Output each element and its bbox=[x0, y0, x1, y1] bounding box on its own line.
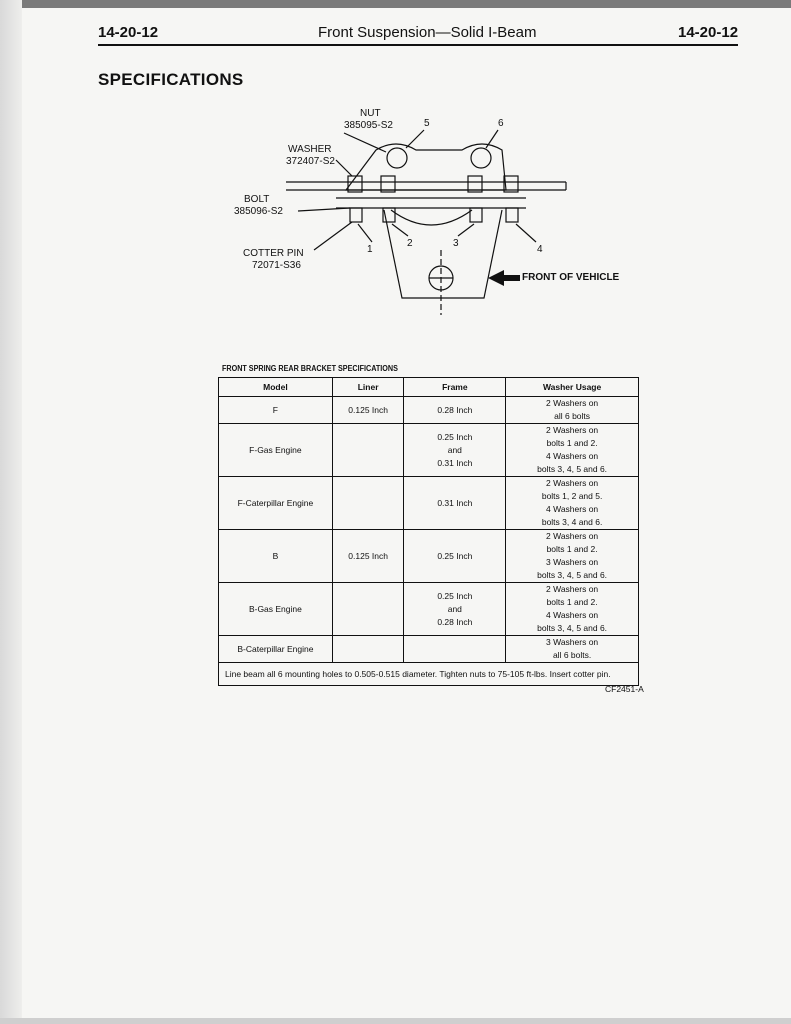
cell-model: B-Gas Engine bbox=[219, 583, 333, 636]
cell-frame bbox=[404, 636, 506, 663]
bolt-leader bbox=[298, 208, 350, 211]
cell-frame bbox=[404, 397, 506, 424]
cotter-leader bbox=[314, 222, 352, 250]
washer-line: bolts 1 and 2. bbox=[546, 544, 598, 554]
cell-liner bbox=[332, 636, 404, 663]
cell-frame bbox=[404, 424, 506, 477]
col-header-frame: Frame bbox=[404, 378, 506, 397]
bolt-number-1: 1 bbox=[367, 244, 373, 255]
cotter-4 bbox=[506, 208, 518, 222]
frame-line: and bbox=[447, 603, 462, 614]
page-title: Front Suspension—Solid I-Beam bbox=[318, 24, 537, 41]
washer-line: 3 Washers on bbox=[546, 637, 599, 647]
cotter-1 bbox=[350, 208, 362, 222]
frame-line: 0.25 Inch bbox=[437, 590, 473, 601]
washer-label: WASHER bbox=[288, 144, 332, 155]
cell-frame bbox=[404, 477, 506, 530]
washer-leader bbox=[336, 160, 352, 176]
cell-frame bbox=[404, 583, 506, 636]
header-rule bbox=[98, 44, 738, 46]
frame-line: 0.31 Inch bbox=[437, 498, 473, 508]
bracket-diagram bbox=[226, 100, 646, 320]
washer-part: 372407-S2 bbox=[286, 156, 335, 167]
page-bottom-edge bbox=[0, 1018, 791, 1024]
cell-liner bbox=[332, 424, 404, 477]
cell-washer bbox=[506, 530, 639, 583]
cell-washer bbox=[506, 397, 639, 424]
front-of-vehicle-label: FRONT OF VEHICLE bbox=[522, 272, 620, 283]
washer-line: bolts 3, 4, 5 and 6. bbox=[537, 570, 608, 580]
bolt-6-head bbox=[471, 148, 491, 168]
cell-model: B bbox=[219, 530, 333, 583]
cell-model: F-Gas Engine bbox=[219, 424, 333, 477]
washer-line: 2 Washers on bbox=[546, 584, 599, 594]
page-binding-edge bbox=[0, 0, 22, 1024]
washer-line: 4 Washers on bbox=[546, 451, 599, 461]
cell-washer bbox=[506, 477, 639, 530]
table-row bbox=[219, 530, 639, 583]
page-top-edge bbox=[0, 0, 791, 8]
cell-frame bbox=[404, 530, 506, 583]
col-header-liner: Liner bbox=[332, 378, 404, 397]
col-header-washer: Washer Usage bbox=[506, 378, 639, 397]
bracket-arch bbox=[391, 210, 472, 225]
cell-washer bbox=[506, 636, 639, 663]
nut-label: NUT bbox=[360, 108, 381, 119]
bolt-number-5: 5 bbox=[424, 118, 430, 129]
table-caption: FRONT SPRING REAR BRACKET SPECIFICATIONS bbox=[222, 364, 398, 373]
page-number-right: 14-20-12 bbox=[678, 24, 739, 41]
washer-line: 2 Washers on bbox=[546, 398, 599, 408]
frame-line: 0.28 Inch bbox=[437, 405, 473, 415]
bolt-number-2: 2 bbox=[407, 238, 413, 249]
bolt-part: 385096-S2 bbox=[234, 206, 283, 217]
washer-line: 4 Washers on bbox=[546, 610, 599, 620]
washer-line: bolts 3, 4 and 6. bbox=[541, 517, 603, 527]
cell-washer bbox=[506, 583, 639, 636]
cell-liner: 0.125 Inch bbox=[332, 530, 404, 583]
table-row bbox=[219, 424, 639, 477]
frame-line: 0.28 Inch bbox=[437, 616, 473, 627]
cell-liner bbox=[332, 583, 404, 636]
cell-liner bbox=[332, 477, 404, 530]
bolt-number-3: 3 bbox=[453, 238, 459, 249]
washer-line: all 6 bolts. bbox=[552, 650, 592, 660]
table-header-row bbox=[219, 378, 639, 397]
washer-line: bolts 3, 4, 5 and 6. bbox=[537, 464, 608, 474]
frame-line: 0.25 Inch bbox=[437, 431, 473, 442]
table-row bbox=[219, 477, 639, 530]
washer-line: 2 Washers on bbox=[546, 478, 599, 488]
cell-model: F bbox=[219, 397, 333, 424]
washer-line: bolts 1, 2 and 5. bbox=[541, 491, 603, 501]
washer-line: 2 Washers on bbox=[546, 425, 599, 435]
nut-part: 385095-S2 bbox=[344, 120, 393, 131]
frame-line: 0.31 Inch bbox=[437, 457, 473, 468]
washer-line: 2 Washers on bbox=[546, 531, 599, 541]
section-heading: SPECIFICATIONS bbox=[98, 70, 244, 89]
bolt-5-head bbox=[387, 148, 407, 168]
washer-line: 4 Washers on bbox=[546, 504, 599, 514]
table-note-row bbox=[219, 663, 639, 686]
cotter-pin-part: 72071-S36 bbox=[252, 260, 301, 271]
cell-liner: 0.125 Inch bbox=[332, 397, 404, 424]
washer-line: 3 Washers on bbox=[546, 557, 599, 567]
page-number-left: 14-20-12 bbox=[98, 24, 159, 41]
frame-line: 0.25 Inch bbox=[437, 551, 473, 561]
bracket-spec-table bbox=[218, 377, 639, 686]
cotter-pin-label: COTTER PIN bbox=[243, 248, 304, 259]
table-row bbox=[219, 397, 639, 424]
bolt-number-6: 6 bbox=[498, 118, 504, 129]
nut-leader bbox=[344, 133, 386, 152]
washer-line: all 6 bolts bbox=[554, 411, 591, 421]
cell-model: F-Caterpillar Engine bbox=[219, 477, 333, 530]
washer-line: bolts 1 and 2. bbox=[546, 597, 598, 607]
frame-line: and bbox=[447, 444, 462, 455]
col-header-model: Model bbox=[219, 378, 333, 397]
cell-model: B-Caterpillar Engine bbox=[219, 636, 333, 663]
cell-washer bbox=[506, 424, 639, 477]
washer-line: bolts 3, 4, 5 and 6. bbox=[537, 623, 608, 633]
figure-code: CF2451-A bbox=[605, 684, 644, 694]
front-arrow-icon bbox=[488, 270, 520, 286]
bolt-label: BOLT bbox=[244, 194, 270, 205]
table-row bbox=[219, 583, 639, 636]
table-row bbox=[219, 636, 639, 663]
washer-line: bolts 1 and 2. bbox=[546, 438, 598, 448]
bolt-number-4: 4 bbox=[537, 244, 543, 255]
table-note: Line beam all 6 mounting holes to 0.505-0.515 diameter. Tighten nuts to 75-105 ft-lbs. Insert cotter pin. bbox=[219, 663, 639, 686]
